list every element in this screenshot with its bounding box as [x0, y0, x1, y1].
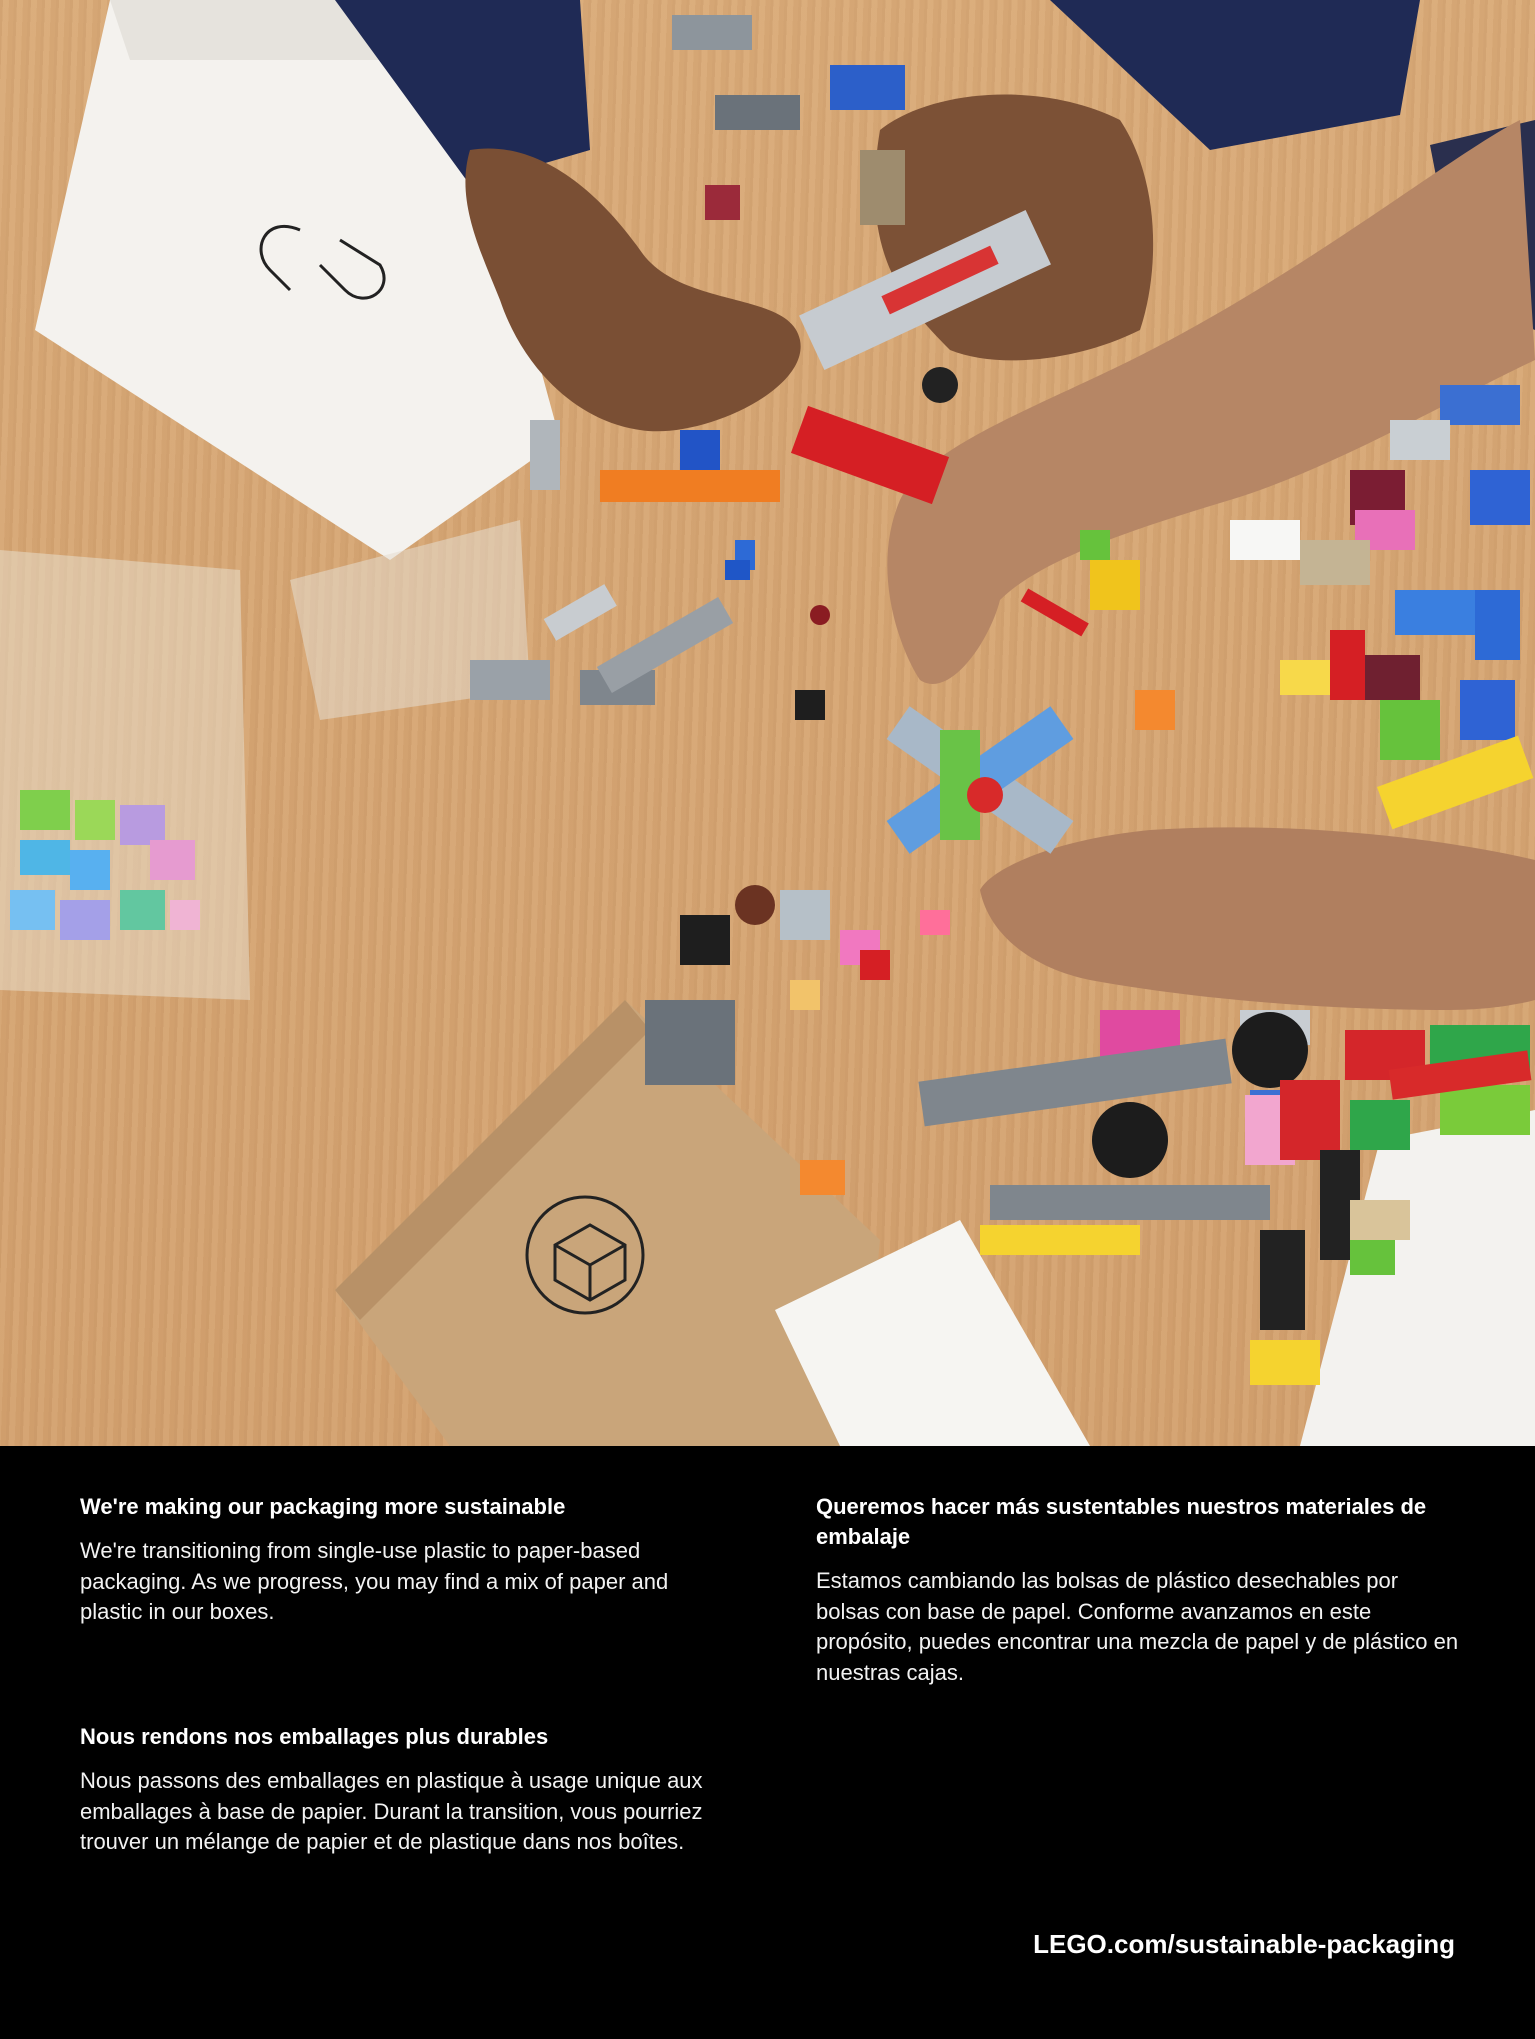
- central-build: [887, 706, 1074, 853]
- brown-paper-bag: [335, 1000, 880, 1446]
- section-heading-english: We're making our packaging more sustainable: [80, 1494, 566, 1519]
- section-body-french: Nous passons des emballages en plastique à usage unique aux emballages à base de papier. Durant la transition, vous pourriez trouver un mélange de papier et de plastique dans nos boîtes.: [80, 1768, 703, 1854]
- section-spanish: [816, 1492, 1466, 1688]
- info-panel: [0, 1446, 1535, 2039]
- section-heading-french: Nous rendons nos emballages plus durables: [80, 1724, 549, 1749]
- section-heading-spanish: Queremos hacer más sustentables nuestros materiales de embalaje: [816, 1494, 1427, 1549]
- section-english: [80, 1492, 720, 1628]
- footer-url-link[interactable]: LEGO.com/sustainable-packaging: [1033, 1929, 1455, 1959]
- section-body-spanish: Estamos cambiando las bolsas de plástico desechables por bolsas con base de papel. Conforme avanzamos en este propósito, puedes encontrar una mezcla de papel y de plástico en nuestras cajas.: [816, 1568, 1459, 1685]
- section-french: [80, 1722, 740, 1858]
- section-body-english: We're transitioning from single-use plastic to paper-based packaging. As we progress, you may find a mix of paper and plastic in our boxes.: [80, 1538, 669, 1624]
